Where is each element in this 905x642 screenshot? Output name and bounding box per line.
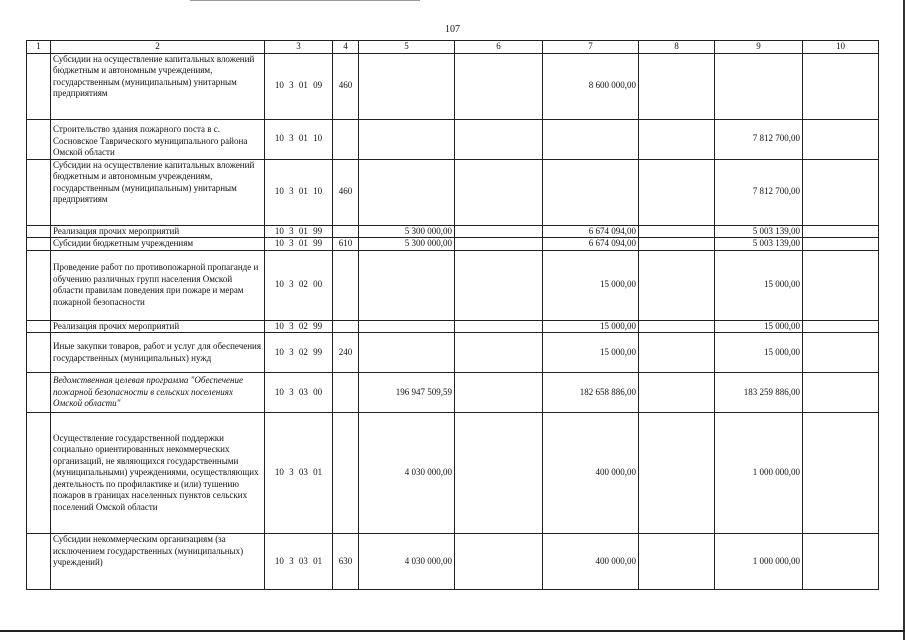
- page-bottom-edge: [0, 630, 905, 642]
- row-value-col7: 182 658 886,00: [543, 373, 639, 413]
- row-number-cell: [27, 119, 51, 159]
- row-value-col7: 6 674 094,00: [543, 225, 639, 238]
- row-number-cell: [27, 320, 51, 333]
- table-row: [27, 534, 879, 590]
- row-number-cell: [27, 373, 51, 413]
- row-code: 10 3 01 99: [265, 225, 333, 238]
- row-value-col5: [359, 119, 455, 159]
- row-value-col5: 5 300 000,00: [359, 225, 455, 238]
- row-value-col5: [359, 159, 455, 225]
- row-value-col9: 183 259 886,00: [715, 373, 803, 413]
- table-row: [27, 119, 879, 159]
- row-value-col10: [803, 159, 879, 225]
- row-value-col8: [639, 225, 715, 238]
- row-code: 10 3 01 99: [265, 238, 333, 251]
- row-type: 630: [333, 534, 359, 590]
- row-value-col6: [455, 159, 543, 225]
- row-number-cell: [27, 238, 51, 251]
- row-name: Субсидии бюджетным учреждениям: [51, 238, 265, 251]
- row-value-col9: 15 000,00: [715, 250, 803, 320]
- row-value-col6: [455, 119, 543, 159]
- column-header: 3: [265, 41, 333, 54]
- row-code: 10 3 02 99: [265, 333, 333, 373]
- row-code: 10 3 03 01: [265, 413, 333, 534]
- row-value-col7: [543, 119, 639, 159]
- row-value-col8: [639, 320, 715, 333]
- row-value-col5: [359, 333, 455, 373]
- page-top-edge: [190, 0, 420, 3]
- row-value-col5: 5 300 000,00: [359, 238, 455, 251]
- row-type: [333, 225, 359, 238]
- table-row: [27, 333, 879, 373]
- row-value-col7: 8 600 000,00: [543, 53, 639, 119]
- row-code: 10 3 02 99: [265, 320, 333, 333]
- table-row: [27, 320, 879, 333]
- row-type: [333, 373, 359, 413]
- row-number-cell: [27, 534, 51, 590]
- row-value-col8: [639, 534, 715, 590]
- row-value-col5: 196 947 509,59: [359, 373, 455, 413]
- page-number: 107: [445, 24, 460, 35]
- row-value-col7: [543, 159, 639, 225]
- column-header: 6: [455, 41, 543, 54]
- row-code: 10 3 01 10: [265, 159, 333, 225]
- row-value-col9: [715, 53, 803, 119]
- row-value-col8: [639, 53, 715, 119]
- row-value-col10: [803, 238, 879, 251]
- row-value-col7: 15 000,00: [543, 320, 639, 333]
- row-name: Субсидии на осуществление капитальных вложений бюджетным и автономным учреждениям, государственным (муниципальным) унитарным предприятиям: [51, 159, 265, 225]
- column-number-row: [27, 41, 879, 54]
- row-value-col8: [639, 250, 715, 320]
- row-value-col9: 7 812 700,00: [715, 159, 803, 225]
- row-name: Субсидии некоммерческим организациям (за исключением государственных (муниципальных) учреждений): [51, 534, 265, 590]
- row-code: 10 3 02 00: [265, 250, 333, 320]
- row-value-col10: [803, 413, 879, 534]
- table-row: [27, 238, 879, 251]
- row-name: Субсидии на осуществление капитальных вложений бюджетным и автономным учреждениям, государственным (муниципальным) унитарным предприятиям: [51, 53, 265, 119]
- row-name: Ведомственная целевая программа "Обеспечение пожарной безопасности в сельских поселениях Омской области": [51, 373, 265, 413]
- row-value-col5: 4 030 000,00: [359, 534, 455, 590]
- row-value-col7: 6 674 094,00: [543, 238, 639, 251]
- row-value-col10: [803, 373, 879, 413]
- row-value-col9: 5 003 139,00: [715, 238, 803, 251]
- budget-table: [26, 40, 879, 590]
- row-value-col7: 15 000,00: [543, 333, 639, 373]
- row-name: Реализация прочих мероприятий: [51, 320, 265, 333]
- row-value-col8: [639, 373, 715, 413]
- row-value-col7: 15 000,00: [543, 250, 639, 320]
- column-header: 5: [359, 41, 455, 54]
- row-value-col6: [455, 250, 543, 320]
- row-number-cell: [27, 333, 51, 373]
- row-number-cell: [27, 413, 51, 534]
- row-value-col7: 400 000,00: [543, 413, 639, 534]
- row-value-col10: [803, 119, 879, 159]
- row-value-col6: [455, 320, 543, 333]
- row-name: Строительство здания пожарного поста в с. Сосновское Таврического муниципального района Омской области: [51, 119, 265, 159]
- row-value-col6: [455, 413, 543, 534]
- row-value-col5: [359, 53, 455, 119]
- row-value-col5: 4 030 000,00: [359, 413, 455, 534]
- row-value-col7: 400 000,00: [543, 534, 639, 590]
- row-value-col8: [639, 333, 715, 373]
- row-value-col10: [803, 53, 879, 119]
- row-value-col6: [455, 373, 543, 413]
- row-value-col8: [639, 238, 715, 251]
- row-value-col10: [803, 320, 879, 333]
- table-row: [27, 53, 879, 119]
- table-row: [27, 159, 879, 225]
- row-type: [333, 250, 359, 320]
- row-type: [333, 320, 359, 333]
- row-value-col6: [455, 53, 543, 119]
- row-type: [333, 413, 359, 534]
- row-name: Проведение работ по противопожарной пропаганде и обучению различных групп населения Омской области правилам поведения при пожаре и мерам пожарной безопасности: [51, 250, 265, 320]
- row-name: Реализация прочих мероприятий: [51, 225, 265, 238]
- row-code: 10 3 03 01: [265, 534, 333, 590]
- row-type: [333, 119, 359, 159]
- row-number-cell: [27, 250, 51, 320]
- row-value-col9: 7 812 700,00: [715, 119, 803, 159]
- row-value-col5: [359, 250, 455, 320]
- column-header: 1: [27, 41, 51, 54]
- row-type: 610: [333, 238, 359, 251]
- row-type: 240: [333, 333, 359, 373]
- row-code: 10 3 01 10: [265, 119, 333, 159]
- row-type: 460: [333, 53, 359, 119]
- column-header: 9: [715, 41, 803, 54]
- row-value-col8: [639, 159, 715, 225]
- row-number-cell: [27, 225, 51, 238]
- row-name: Иные закупки товаров, работ и услуг для обеспечения государственных (муниципальных) нужд: [51, 333, 265, 373]
- row-value-col6: [455, 225, 543, 238]
- row-value-col10: [803, 225, 879, 238]
- column-header: 2: [51, 41, 265, 54]
- table-row: [27, 250, 879, 320]
- row-value-col9: 15 000,00: [715, 320, 803, 333]
- row-value-col9: 5 003 139,00: [715, 225, 803, 238]
- row-value-col9: 15 000,00: [715, 333, 803, 373]
- row-value-col6: [455, 333, 543, 373]
- column-header: 7: [543, 41, 639, 54]
- table-row: [27, 225, 879, 238]
- row-number-cell: [27, 53, 51, 119]
- column-header: 4: [333, 41, 359, 54]
- row-value-col8: [639, 119, 715, 159]
- row-code: 10 3 01 09: [265, 53, 333, 119]
- row-value-col6: [455, 238, 543, 251]
- row-value-col10: [803, 250, 879, 320]
- row-value-col6: [455, 534, 543, 590]
- column-header: 8: [639, 41, 715, 54]
- row-value-col9: 1 000 000,00: [715, 534, 803, 590]
- row-value-col5: [359, 320, 455, 333]
- row-value-col10: [803, 333, 879, 373]
- row-value-col9: 1 000 000,00: [715, 413, 803, 534]
- row-code: 10 3 03 00: [265, 373, 333, 413]
- row-name: Осуществление государственной поддержки социально ориентированных некоммерческих организаций, не являющихся государственными (муниципальными) учреждениями, осуществляющих деятельность по профилактике и (или) тушению пожаров в границах населенных пунктов сельских поселений Омской области: [51, 413, 265, 534]
- row-value-col8: [639, 413, 715, 534]
- row-value-col10: [803, 534, 879, 590]
- table-row: [27, 373, 879, 413]
- table-row: [27, 413, 879, 534]
- row-type: 460: [333, 159, 359, 225]
- column-header: 10: [803, 41, 879, 54]
- row-number-cell: [27, 159, 51, 225]
